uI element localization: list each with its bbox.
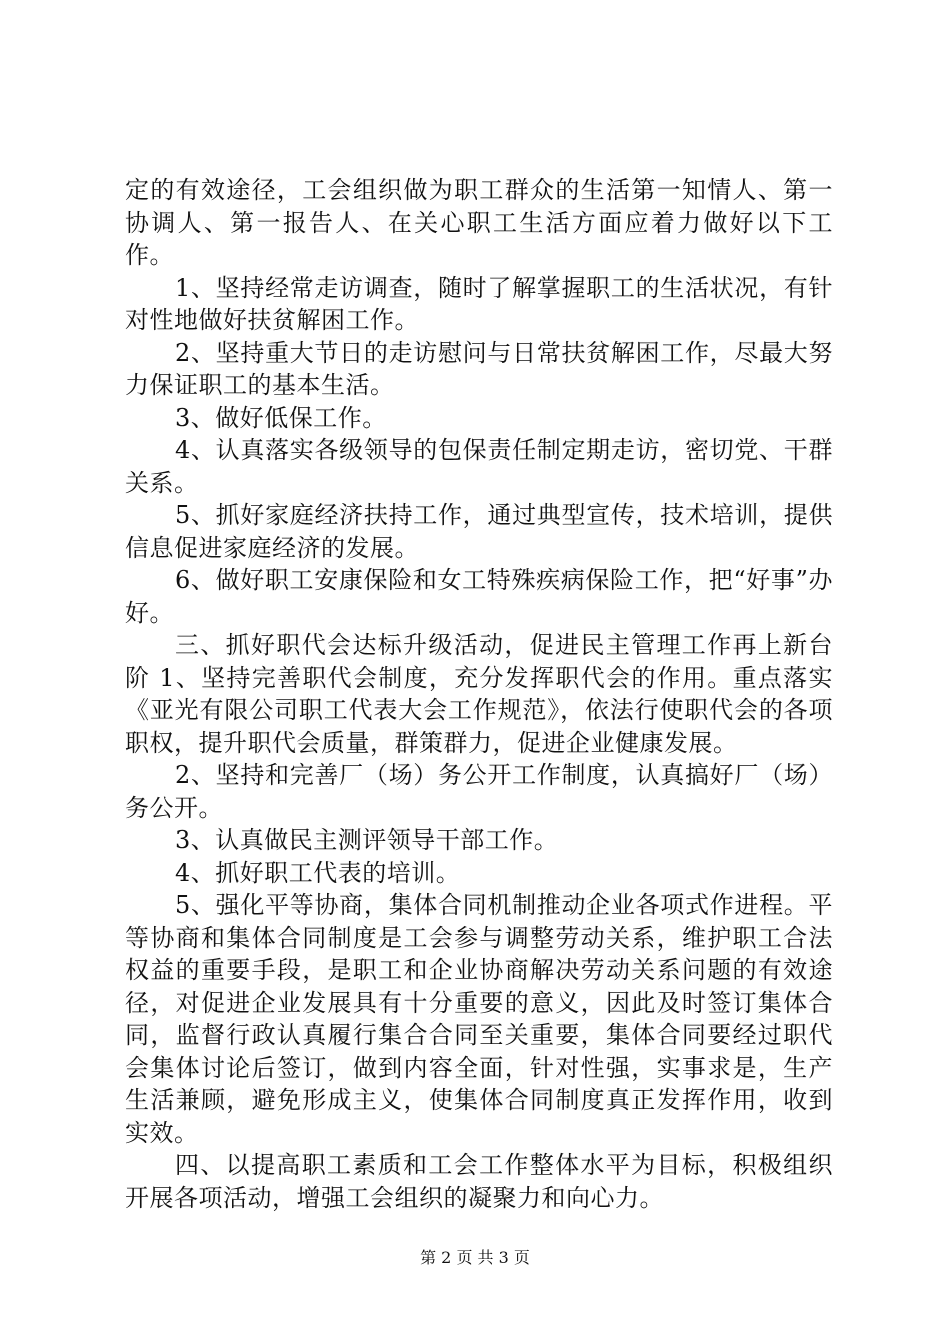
paragraph-item-5: 5、抓好家庭经济扶持工作，通过典型宣传，技术培训，提供信息促进家庭经济的发展。 <box>125 501 833 562</box>
body-text <box>125 174 833 1214</box>
section-three-item-4: 4、抓好职工代表的培训。 <box>175 858 461 887</box>
page-number-footer: 第 2 页 共 3 页 <box>420 1248 530 1267</box>
section-three-item-5: 5、强化平等协商，集体合同机制推动企业各项式作进程。平等协商和集体合同制度是工会参与调整劳动关系，维护职工合法权益的重要手段，是职工和企业协商解决劳动关系问题的有效途径，对促进企业发展具有十分重要的意义，因此及时签订集体合同，监督行政认真履行集合合同至关重要，集体合同要经过职代会集体讨论后签订，做到内容全面，针对性强，实事求是，生产生活兼顾，避免形成主义，使集体合同制度真正发挥作用，收到实效。 <box>125 891 833 1147</box>
paragraph-item-4: 4、认真落实各级领导的包保责任制定期走访，密切党、干群关系。 <box>125 436 833 497</box>
paragraph-item-1: 1、坚持经常走访调查，随时了解掌握职工的生活状况，有针对性地做好扶贫解困工作。 <box>125 273 833 334</box>
paragraph-item-3: 3、做好低保工作。 <box>175 403 387 432</box>
section-three-item-3: 3、认真做民主测评领导干部工作。 <box>175 826 559 854</box>
paragraph-item-2: 2、坚持重大节日的走访慰问与日常扶贫解困工作，尽最大努力保证职工的基本生活。 <box>125 338 833 399</box>
paragraph-item-6: 6、做好职工安康保险和女工特殊疾病保险工作，把“好事”办好。 <box>125 566 833 627</box>
section-three-paragraph: 三、抓好职代会达标升级活动，促进民主管理工作再上新台阶 1、坚持完善职代会制度，充分发挥职代会的作用。重点落实《亚光有限公司职工代表大会工作规范》，依法行使职代会的各项职权，提升职代会质量，群策群力，促进企业健康发展。 <box>125 631 833 757</box>
section-four-paragraph: 四、以提高职工素质和工会工作整体水平为目标，积极组织开展各项活动，增强工会组织的凝聚力和向心力。 <box>125 1151 833 1212</box>
section-three-item-2: 2、坚持和完善厂（场）务公开工作制度，认真搞好厂（场）务公开。 <box>125 761 833 822</box>
paragraph-continuation: 定的有效途径，工会组织做为职工群众的生活第一知情人、第一协调人、第一报告人、在关心职工生活方面应着力做好以下工作。 <box>125 176 833 269</box>
